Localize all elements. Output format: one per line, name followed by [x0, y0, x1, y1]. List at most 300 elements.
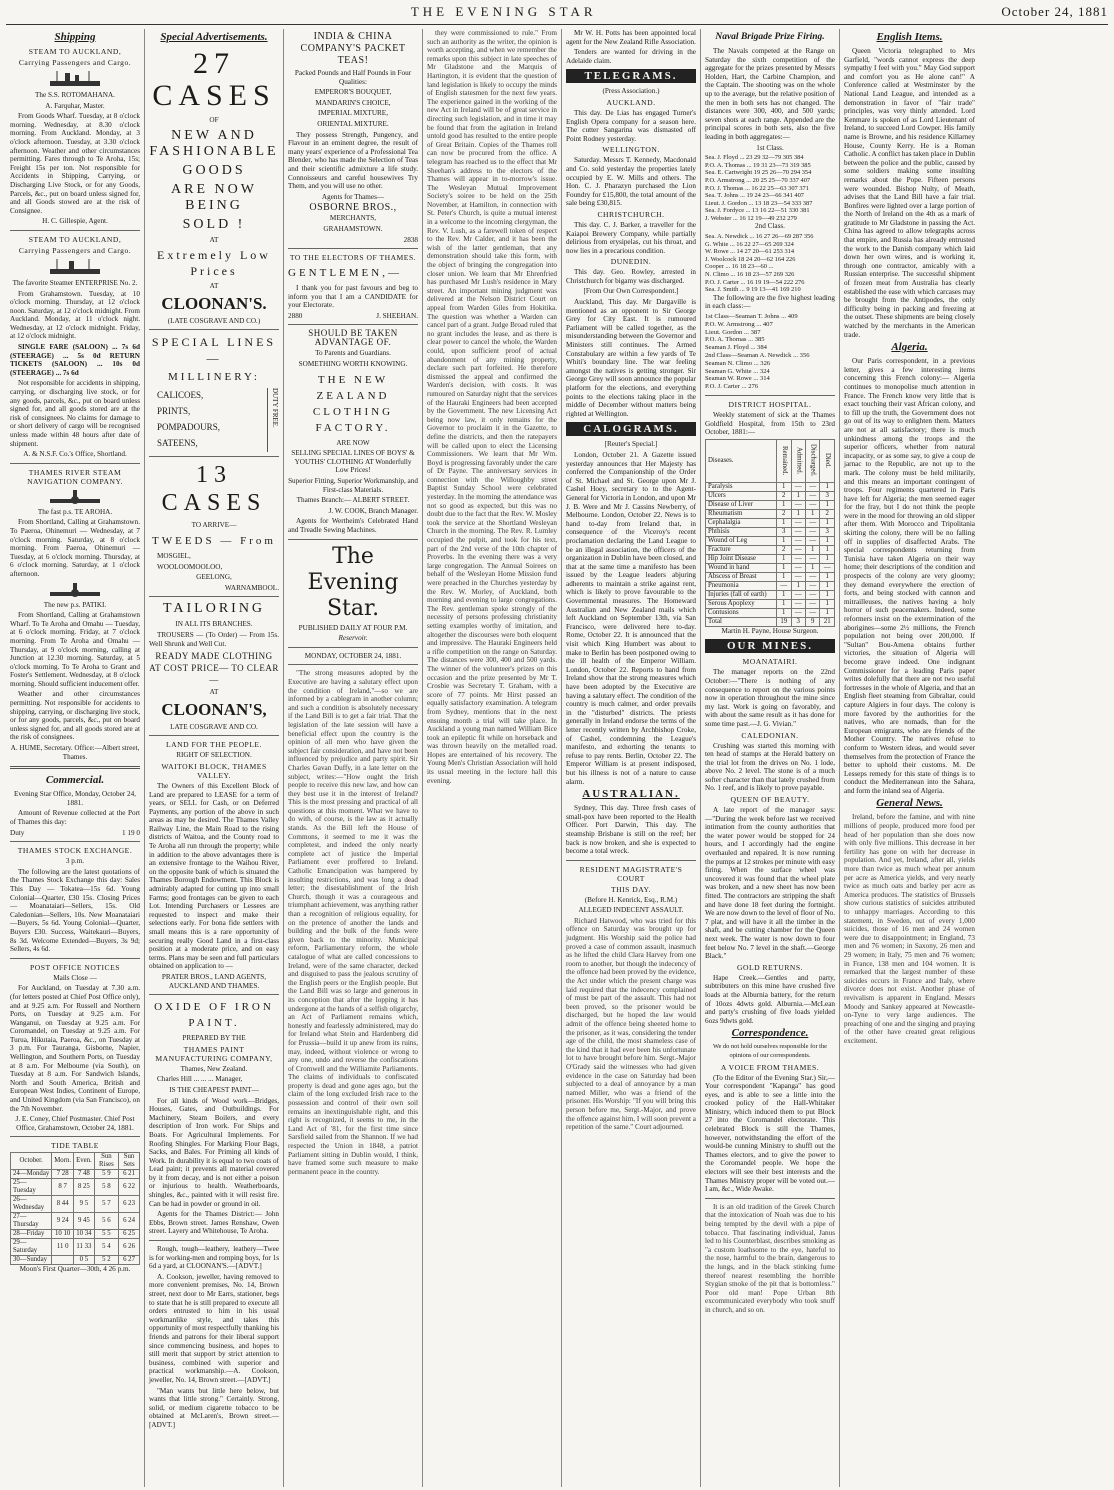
hospital-cell: 1 [820, 581, 835, 590]
ad-oxide-place: Thames, New Zealand. [180, 1064, 248, 1073]
divider [566, 860, 696, 861]
hospital-cell: 3 [777, 527, 791, 536]
hospital-cell: 1 [820, 536, 835, 545]
heading-auckland: AUCKLAND. [606, 97, 656, 107]
score-line: Sea. A. Newdick ... 16 27 26—69 287 356 [705, 233, 814, 241]
hospital-cell: — [805, 599, 819, 608]
hospital-cell: 2 [820, 509, 835, 518]
mine-text: Crushing was started this morning with ten head of stamps at the Herald battery on the trial lot from the drives on No. 1 lode, above No. 2 level. The stone is of a much softer character than that lately crushed from No. 1 reef, and is likely to prove payable. [705, 741, 835, 793]
hospital-cell: Wound in hand [706, 563, 777, 572]
leader-line: P.O. A. Thomas ... 385 [705, 336, 765, 344]
hospital-header-cell: Admitted. [791, 439, 805, 482]
tide-cell: 27—Thursday [11, 1213, 52, 1230]
shipping-ad2-note: Not responsible for accidents in shipping, carrying, or discharging live stock, or for any goods, parcels, &c., put on board unless signed for, and all goods stored are at the risk of consignees. No claims for damage to or short delivery of cargo will be recognised unless made within 48 hours after date of shipment. [10, 379, 140, 448]
ad-land-sign: PRATER BROS., LAND AGENTS, AUCKLAND AND THAMES. [161, 972, 267, 990]
court-alleged: ALLEGED INDECENT ASSAULT. [578, 906, 684, 915]
ad-line-item: POMPADOURS, [157, 422, 220, 433]
text-cables: London, October 21. A Gazette issued yesterday announces that Her Majesty has conferred the Companionship of the Order of St. Michael and St. George upon Mr J. Cashel Hoey, secretary to to the Agent-General for Victoria in London, and upon Mr J. B. Were and Mr J. Cassins Newberry, of Melbourne. London, October 22. News is to hand to-day from Ireland that, in consequence of the Viceroy's recent proclamation declaring the Land League to be an illegal association, the officers of the organization in Dublin have been closed, and that at the same time a manifesto has been issued by the League leaders abjuring adherents to maintain a strike against rent, which is likely to prove favourable to the Governmental measures. The Homeward Australian and New Zealand mails which left Auckland on September 13th, via San Francisco, were delivered here to-day. Rome, October 22. It is announced that the visit which King Humbert was about to make to Berlin has been postponed owing to the ill health of the Emperor William. London, October 22. Reports to hand from Ireland show that the strong measures which have been adopted by the Executive are having a salutary effect. The condition of the country is much calmer, and order prevails in the "disturbed" districts. The priests generally in Ireland endorse the terms of the letter recently written by Archbishop Croke, of Cashel, condemning the League's manifesto, and exhorting the tenants to refuse to pay rents. Berlin, October 22. The Emperor William is at present indisposed, but his illness is not of a nature to cause alarm. [566, 450, 696, 786]
our-mines-banner: OUR MINES. [705, 639, 835, 653]
shipping-ad1-title: STEAM TO AUCKLAND, [28, 47, 122, 56]
hospital-cell: — [791, 554, 805, 563]
steamship-icon [45, 257, 105, 277]
divider [10, 766, 140, 769]
leader-line: 1st Class—Seaman T. Johns ... 409 [705, 313, 798, 320]
ad-electors-text: I thank you for past favours and beg to inform you that I am a CANDIDATE for your Electorate. [288, 284, 418, 310]
hospital-cell: 21 [820, 617, 835, 626]
hospital-row [706, 572, 835, 581]
tide-header-cell: Even. [74, 1153, 95, 1170]
ad-electors-title: TO THE ELECTORS OF THAMES. [289, 253, 417, 263]
steamship-icon [45, 69, 105, 89]
hospital-row [706, 590, 835, 599]
hospital-cell: 19 [777, 617, 791, 626]
commercial-text: Amount of Revenue collected at the Port of Thames this day: [10, 809, 140, 826]
ad-duty-free: DUTY FREE. [267, 388, 279, 452]
tide-row [11, 1256, 140, 1265]
duty-row [10, 829, 140, 838]
hospital-row [706, 491, 835, 500]
hospital-cell: Injuries (fall of earth) [706, 590, 777, 599]
score-line: Cooper ... 16 18 23—60 ... [705, 263, 774, 271]
ad-clothing-branch: Thames Branch:— ALBERT STREET. [296, 496, 410, 505]
tide-row [11, 1170, 140, 1179]
hospital-cell: — [791, 500, 805, 509]
naval-class1: 1st Class. [756, 143, 784, 152]
naval-heading: Naval Brigade Prize Firing. [715, 32, 825, 42]
tide-header-cell: Sun Rises [94, 1153, 118, 1170]
tide-cell: 10 34 [74, 1230, 95, 1239]
divider [149, 735, 279, 736]
post-text: For Auckland, on Tuesday at 7.30 a.m. (for letters posted at Chief Post Office only), and at 9.25 a.m. For Russell and Northern Ports, on Tuesday at 9.25 a.m. For Wanganui, on Tuesday at 9.25 a.m. For Coromandel, on Tuesday at 9.25 a.m. For Turua, Hikutaia, Paeroa, &c., on Tuesday at 3 p.m. For Tauranga, Gisborne, Napier, Wellington, and Southern Ports, on Tuesday at 8 a.m. For Melbourne (via South), on Tuesday at 8 a.m. For Sandwich Islands, North and South America, British and European West Indies, Continent of Europe, and United Kingdom (via San Francisco), on the 7th November. [10, 984, 140, 1113]
ad-land-title: LAND FOR THE PEOPLE. [166, 740, 262, 750]
ad-clothing-title: SHOULD BE TAKEN ADVANTAGE OF. [308, 328, 398, 348]
tide-cell: 5 7 [94, 1196, 118, 1213]
score-line: J. Webster ... 16 12 19—49 232 279 [705, 214, 797, 222]
score-line: Sea. E. Cartwright 19 25 26—70 294 354 [705, 169, 812, 177]
greek-text: It is an old tradition of the Greek Church that the intoxication of Noah was due to his being tempted by the devil with a pipe of tobacco. That fascinating individual, Janus led to his Counterblast, describes smoking as "a custom loathsome to the eye, hateful to the nose, harmful to the brain, dangerous to the lungs, and in the black stinking fume thereof nearest resembling the horrible Stygian smoke of the pit that is bottomless." Poor old man! Pope Urban 8th excommunicated everybody who took snuff in church, and so on. [705, 1202, 835, 1314]
hospital-cell: Ulcers [706, 491, 777, 500]
telegrams-banner: TELEGRAMS. [566, 69, 696, 83]
english-items-heading: English Items. [876, 31, 943, 43]
hospital-cell: 1 [820, 572, 835, 581]
tide-cell: 26—Wednesday [11, 1196, 52, 1213]
divider [10, 230, 140, 231]
divider [149, 1240, 279, 1241]
ad-of: OF [209, 116, 219, 124]
hospital-cell: 1 [777, 554, 791, 563]
hospital-cell: — [805, 590, 819, 599]
score-line: N. Climo ... 16 18 23—57 269 326 [705, 271, 795, 279]
hospital-cell: 9 [805, 617, 819, 626]
tide-cell: 11 33 [74, 1239, 95, 1256]
score-line: Sea. J. Smith ... 9 19 13—41 169 210 [705, 286, 801, 294]
score-line: Lieut. J. Gordon ... 13 18 23—54 333 387 [705, 199, 813, 207]
divider [149, 596, 279, 597]
shipping-ad2-title: STEAM TO AUCKLAND, [28, 234, 122, 244]
tide-header-cell: Morn. [52, 1153, 74, 1170]
ad-clothing-sub: To Parents and Guardians. [315, 349, 391, 358]
naval-leading-text: The following are the five highest leading in each class:— [705, 293, 835, 311]
ad-tea-brand: ORIENTAL MIXTURE. [317, 119, 389, 128]
ad-tea-name: OSBORNE BROS., [309, 202, 397, 214]
mine-text: The manager reports on the 22nd October:—"There is nothing of any consequence to report on the various points now in operation throughout the mine since my last. Work is going on favorably, and with about the same result as it has done for some time past.—J. G. Vivian." [705, 668, 835, 728]
notice-potts: Mr W. H. Potts has been appointed local agent for the New Zealand Rifle Association. [566, 29, 696, 46]
hospital-cell: 3 [791, 617, 805, 626]
hospital-cell: Rheumatism [706, 509, 777, 518]
general-news-heading: General News. [876, 797, 943, 810]
hospital-cell: Wound of Leg [706, 536, 777, 545]
leader-line: P.O. J. Carter ... 276 [705, 383, 759, 391]
tide-cell: 6 21 [119, 1170, 140, 1179]
divider [705, 395, 835, 396]
tide-row [11, 1196, 140, 1213]
general-news-text: Ireland, before the famine, and with nine millions of people, produced more food per head of her population than she does now with only five millions. This decrease in her fertility has gone on with her decrease in population. And yet, Ireland, after all, yields more than twice as much wheat per annum per acre as America yields, and very nearly twice as much oats and barley per acre as America produces. The statistics of Brussels show curious statistics of suicides attributed to unhappy marriages. According to this statement, in Sweden, out of every 1,000 suicides, those of 16 men and 24 women were due to disappointment; in England, 73 men and 76 women; in Saxony, 26 men and 29 women; in Italy, 75 men and 76 women; in France, 138 men and 104 women. It is remarked that the largest number of these suicides occurs in France and Italy, where divorce does not exist. Another phase of revivalism is apparent in England. Messrs Moody and Sankey appeared at Newcastle-on-Tyne to very large audiences. The preaching of one and the singing and praying of the other have created great religious excitement. [844, 813, 975, 1045]
leader-line: Seaman N. Climo ... 326 [705, 359, 771, 367]
ad-oxide-cheap: IS THE CHEAPEST PAINT— [169, 1085, 259, 1094]
tide-cell: 9 45 [74, 1213, 95, 1230]
hospital-cell: Paralysis [706, 482, 777, 491]
divider [149, 329, 279, 330]
hospital-row [706, 518, 835, 527]
ad-clothing-now: ARE NOW [336, 438, 370, 447]
hospital-header-row [706, 439, 835, 482]
masthead-date: October 24, 1881 [1001, 4, 1108, 19]
hospital-cell: 1 [820, 599, 835, 608]
hospital-cell: Pneumonia [706, 581, 777, 590]
tide-cell: 6 24 [119, 1213, 140, 1230]
tide-body [11, 1170, 140, 1265]
score-line: P.O. Armstrong ... 20 25 25—70 337 407 [705, 176, 811, 184]
ad-clothing-sign: J. W. COOK, Branch Manager. [328, 506, 418, 515]
naval-scores-2 [705, 233, 835, 294]
ad-goods: GOODS [182, 162, 246, 178]
ad-late: (LATE COSGRAVE AND CO.) [167, 316, 261, 325]
hospital-cell: — [791, 518, 805, 527]
shipping-ad4-ship: The new p.s. PATIKI. [43, 600, 107, 609]
algeria-text: Our Paris correspondent, in a previous letter, gives a few interesting items concerning this French colony:— Algeria continues to monopolise much attention in France. The French know very little that is exact touching their vast African colony, and to fill up the truth, the Government does not go out of its way to enlighten them. Matters are not at all satisfactory; there is much unkindness among the troops and the superior officers, whether from natural incapacity, or as some say, to give a coup de jarnac to the Republic, are not up to the mark. The colony must be held militarily, and this means an important contingent of troops. Four regiments quartered in Paris have left for Algeria; the men seemed eager for the fray, but I do not think the people were in the mood for throwing an old slipper after them. With Morocco and Tripolitania skirting the colony, there will be no falling off in supplies of disaffected Arabs. The special correspondents returning from Tunisia have taken Algeria on their way home; their descriptions of the condition and prospects of the colony are very gloomy; they demand everywhere the erection of forts, and being stocked with cannon and mitrailleuses, the natives having a holy horror of such peacemakers. Indeed, some reformers insist on the extermination of the aborigines—some 2½ millions, the French population not being over 200,000. If "Sultan" Bou-Amena obtains further victories, the situation of Algeria will become grave indeed. One indignant Commissioner for a leading Paris paper writes dolefully that there are not two useful fortresses in the whole of Algeria, and that an English fleet steaming from Gibraltar, could capture Algiers in four days. The colony is more favored by the authorities for the natives, who are nomads, than for the European emigrants, who are friends of the Mother Country. The natives refuse to conform to Western ideas, and would sever themselves from the protection of France the better to uphold their customs. M. De Lesseps remedy for this state of things is to conduct the Mediterranean into the Sahara, and form the inland sea of Algeria. [844, 357, 975, 795]
hospital-cell: — [791, 572, 805, 581]
ad-electors-greet: GENTLEMEN,— [288, 267, 402, 280]
algeria-heading: Algeria. [891, 341, 928, 354]
duty-value: 1 19 0 [122, 828, 140, 837]
ad-tailoring-sub: IN ALL ITS BRANCHES. [175, 620, 253, 629]
ad-clothing-extra: Superior Fitting, Superior Workmanship, and First-class Materials. [288, 477, 418, 494]
hospital-cell: — [805, 491, 819, 500]
ad-waitoki: WAITOKI BLOCK, THAMES VALLEY. [161, 761, 267, 780]
ad-lines-items [149, 388, 267, 452]
ad-now-being: ARE NOW BEING [171, 181, 257, 213]
tide-cell: 9 24 [52, 1213, 74, 1230]
ad-at: AT [209, 235, 219, 244]
hospital-title: DISTRICT HOSPITAL. [728, 399, 812, 409]
score-line: P.O. A. Thomas ... 19 31 23—73 319 385 [705, 161, 811, 169]
divider [288, 539, 418, 540]
hospital-cell: 1 [820, 545, 835, 554]
ad-tea-brand: MANDARIN'S CHOICE, [315, 98, 391, 107]
ad-line-item: PRINTS, [157, 406, 191, 417]
tide-title: TIDE TABLE [51, 1141, 99, 1151]
ad-oxide-sub: PREPARED BY THE [182, 1034, 246, 1043]
tide-cell: 8 7 [52, 1179, 74, 1196]
heading-wellington: WELLINGTON. [602, 145, 660, 155]
hospital-cell: — [791, 563, 805, 572]
hospital-cell: 2 [777, 509, 791, 518]
hospital-cell: 1 [791, 491, 805, 500]
text-christchurch: This day. C. J. Barker, a traveller for the Kaiapoi Brewery Company, while partially delirious from erysipelas, cut his throat, and now lies in a precarious condition. [566, 220, 696, 255]
ad-electors-num: 2880 [288, 311, 303, 320]
hospital-cell: 1 [820, 590, 835, 599]
ad-oxide-title: OXIDE OF IRON PAINT. [154, 1001, 274, 1030]
leader-line: Lieut. Gordon ... 387 [705, 328, 761, 336]
shipping-ad1-master: A. Farquhar, Master. [45, 101, 105, 110]
hospital-cell: 1 [820, 500, 835, 509]
notice-tenders: Tenders are wanted for driving in the Adelaide claim. [566, 48, 696, 65]
column-special-ads [145, 29, 284, 1487]
tide-header-cell: October. [11, 1153, 52, 1170]
hospital-cell: — [805, 554, 819, 563]
hospital-cell: — [805, 482, 819, 491]
shipping-ad4-note: Weather and other circumstances permitting. Not responsible for accidents to shipping, carrying, or discharging live stock, or for any goods, parcels, &c., put on board unless signed for, and all goods stored are at the risk of consignees. [10, 690, 140, 742]
hospital-cell: 1 [777, 608, 791, 617]
tide-cell: 5 2 [94, 1256, 118, 1265]
hospital-cell: 1 [777, 500, 791, 509]
divider [10, 958, 140, 959]
ad-oxide-manager: Charles Hill ... ... ... Manager, [157, 1075, 243, 1084]
shipping-ad2-sign: A. & N.S.F. Co.'s Office, Shortland. [23, 450, 127, 459]
mine-heading: GOLD RETURNS. [737, 962, 803, 972]
mine-text: A late report of the manager says:—"During the week before last we received intimation from the county authorities that the water power would be stopped for 24 hours, and I accordingly had the engine overhauled and repaired. It is now running the pumps at 12 strokes per minute with easy firing. When the surface wheel was uncovered it was found that the wheel plate was broken, and a new sheet has now been fitted. The contractors are stripping the shaft and have done 18 feet during the fortnight. We are now down to the level of floor of No. 7 plat, and will have it all the timber in the shaft, and be cutting chamber for the Queen next week. The water is now down to four feet below No. 7 level in the shaft.—George Black." [705, 806, 835, 961]
exchange-text: The following are the latest quotations of the Thames Stock Exchange this day: Sales This Day — Tokatea—15s 6d. Young Colonial—Quarter, £30 15s. Closing Prices — Moanataiari—Sellers, 15s. Old Caledonian—Sellers, 10s. New Moanataiari—Buyers, 5s 6d. Young Colonial—Quarter, Buyers £30. Success, Waitekauri—Buyers, 8s 3d. Welcome Extended—Buyers, 3s 9d; Sellers, 4s 6d. [10, 867, 140, 954]
tide-cell: 8 44 [52, 1196, 74, 1213]
hospital-cell: — [805, 500, 819, 509]
naval-leaders [705, 313, 835, 391]
hospital-cell: 3 [820, 527, 835, 536]
tide-cell: 24—Monday [11, 1170, 52, 1179]
ad-place: WOOLOOMOOLOO, [157, 562, 223, 571]
tide-table [10, 1152, 140, 1265]
hospital-cell: 1 [777, 536, 791, 545]
court-title: RESIDENT MAGISTRATE'S COURT [579, 864, 683, 883]
australian-banner: AUSTRALIAN. [582, 788, 680, 801]
hospital-row [706, 527, 835, 536]
tide-row [11, 1239, 140, 1256]
shipping-ad1-text: From Goods Wharf. Tuesday, at 8 o'clock morning. Wednesday, at 8.30 o'clock morning. From Auckland. Monday, at 3 o'clock afternoon. Tuesday, at 3.30 o'clock afternoon. Weather and other circumstances permitting. Fares through to Te Aroha, 15s; Freight 15s per ton. Not responsible for Accidents in Shipping, Carrying, or Discharging Live Stock, or for any Goods, Parcels, &c., put on board unless signed for, and all Goods stowed are at the risk of Consignee. [10, 112, 140, 215]
ad-at: AT [209, 282, 219, 291]
own-correspondent: [From Our Own Correspondent.] [583, 287, 679, 296]
ad-tailoring: TAILORING [162, 601, 266, 617]
hospital-cell: — [791, 536, 805, 545]
naval-text: The Navals competed at the Range on Saturday the sixth competition of the aggregate for the prizes presented by Messrs Holden, Hart, the Carbine Champion, and the Captain. The shooting was on the whole up to the average, but the relative position of the men in both sets has not changed. The distances were 300, 400, and 500 yards; seven shots at each range. Appended are the principal scores in both sets, also the five leading in both aggregates:— [705, 47, 835, 141]
tide-cell: 0 5 [74, 1256, 95, 1265]
hospital-row [706, 599, 835, 608]
column-shipping [6, 29, 145, 1487]
hospital-cell: 1 [777, 482, 791, 491]
score-line: Sea. J. Fordyce ... 13 16 22—51 330 381 [705, 207, 810, 215]
text-wellington: Saturday. Messrs T. Kennedy, Macdonald and Co. sold yesterday the properties lately occupied by E. W. Mills and others. The Hon. C. J. Pharazyn purchased the Lion Foundry for £15,800, the total amount of the sale being £30,815. [566, 156, 696, 208]
hospital-cell: 1 [805, 545, 819, 554]
ad-ready-made: READY MADE CLOTHING AT COST PRICE— TO CLEAR— [149, 651, 279, 686]
paddle-steamer-icon [45, 488, 105, 506]
hospital-cell: 1 [791, 509, 805, 518]
hospital-cell: 1 [777, 590, 791, 599]
special-ads-heading: Special Advertisements. [160, 31, 268, 43]
hospital-cell: 1 [820, 554, 835, 563]
hospital-row [706, 617, 835, 626]
ad-special-lines: SPECIAL LINES— [151, 335, 277, 366]
hospital-cell: — [791, 599, 805, 608]
ad-electors-sign: J. SHEEHAN. [376, 311, 418, 320]
commercial-sub: Evening Star Office, Monday, October 24, 1881. [14, 790, 136, 807]
masthead [6, 4, 1108, 25]
text-australian: Sydney, This day. Three fresh cases of small-pox have been reported to the Health Officer. Port Darwin, This day. The steamship Brisbane is still on the reef; her back is now broken, and she is expected to become a total wreck. [566, 804, 696, 856]
ad-oxide-text: For all kinds of Wood work—Bridges, Houses, Gates, and Outbuildings. For Machinery, Steam Boilers, and every description of Iron work. For Ships and Boats. For Agricultural Implements. For Roofing Shingles. For Marking Flour Bags, Sacks, and Bales. For Priming all kinds of Work. In durability it is equal to two coats of Lead paint; it prevents all material covered by it from decay, and is not either a poison or injurious to health. Weatherboards, shingles, &c., painted with it will resist fire. Can be had in powder or ground in oil. [149, 1096, 279, 1208]
shipping-ad1-ship: The S.S. ROTOMAHANA. [35, 91, 115, 99]
masthead-title: THE EVENING STAR [410, 4, 597, 19]
tide-cell [52, 1256, 74, 1265]
hospital-cell: — [791, 527, 805, 536]
heading-christchurch: CHRISTCHURCH. [597, 209, 665, 219]
paddle-steamer-icon [45, 581, 105, 599]
hospital-cell: — [820, 563, 835, 572]
hospital-cell: Total [706, 617, 777, 626]
column-navals-mines [701, 29, 840, 1487]
hospital-cell: 2 [777, 545, 791, 554]
ad-tea-role: MERCHANTS, [329, 214, 377, 223]
score-line: P.O. J. Carter ... 16 19 19—54 222 276 [705, 278, 805, 286]
hospital-cell: — [805, 581, 819, 590]
shipping-ad3-title: THAMES RIVER STEAM NAVIGATION COMPANY. [27, 467, 123, 486]
text-auckland: This day. De Lias has engaged Turner's English Opera company for a season here. The cutter Sangarina was dismasted off Point Rodney yesterday. [566, 108, 696, 143]
calograms-banner: CALOGRAMS. [566, 422, 696, 436]
tide-note: Moon's First Quarter—30th, 4 26 p.m. [19, 1265, 131, 1274]
divider [288, 248, 418, 249]
tide-cell: 8 25 [74, 1179, 95, 1196]
tide-cell: 7 28 [52, 1170, 74, 1179]
ad-clothing-agents: Agents for Wertheim's Celebrated Hand and Treadle Sewing Machines. [288, 517, 418, 534]
shipping-ad1-sign: H. C. Gillespie, Agent. [42, 217, 108, 226]
hospital-cell: 1 [791, 581, 805, 590]
tide-cell: 10 10 [52, 1230, 74, 1239]
ad-oxide-company: THAMES PAINT MANUFACTURING COMPANY, [155, 1044, 273, 1063]
ad-place: WARNAMBOOL. [224, 583, 279, 592]
ad-27-cases: 27 CASES [152, 47, 276, 112]
divider [149, 994, 279, 995]
exchange-sub: 3 p.m. [65, 857, 85, 866]
hospital-header-cell: Died. [820, 439, 835, 482]
mine-text: Hape Creek.—Gentles and party, subtributers on this mine have crushed five loads at the Alburnia battery, for the return of 10ozs 4dwts gold. Alburnia.—McLean and party's crushing of five loads yielded 6ozs 9dwts gold. [705, 973, 835, 1025]
ad-late-2: LATE COSGRAVE AND CO. [170, 722, 258, 731]
ad-cloonans: CLOONAN'S. [161, 293, 267, 313]
divider [10, 841, 140, 842]
hospital-cell: — [791, 482, 805, 491]
english-items-text: Queen Victoria telegraphed to Mrs Garfield, "words cannot express the deep sympathy I feel with you." May God support and comfort you as He alone can!" A Conference called at Westminster by the National Land League, and intended as a demonstration in favor of "fair trade" principles, was very thinly attended. Lord Kenmare is spoken of as Lord Lieutenant of Ireland, to succeed Lord Cowper. His family name is Browne, and his residence Killarney House, County Kerry. He is a Roman Catholic. A conflict has taken place in Dublin between the police and the public, caused by some soldiers making some insulting remarks about the Pope. Fifteen persons were wounded. Bishop Nulty, of Meath, advises that the Land Bill have a fair trial. Bonfires were lighted over a large portion of the North of Ireland on the 4th as a mark of gratitude to Mr Gladstone in passing the Act. China has agreed to allow telegraphs across that empire, and Russia has already entrusted the work to the Danish company which laid down her own wires, and is working it, through one contractor, amicably with a Russian enterprise. The successful shipment of frozen meat from Australia has clearly established the ease with which carcases may be brought from the Antipodes, the only difficulty being in packing and freezing at the outset. These shipments are being closely watched by the merchants in the American trade. [844, 47, 975, 339]
leader-line: 2nd Class—Seaman A. Newdick ... 356 [705, 351, 810, 359]
tide-cell: 5 9 [94, 1170, 118, 1179]
ad-sold: SOLD ! [182, 216, 246, 232]
paper-rec: Reservoir. [338, 634, 368, 643]
ad-twee: Rough, tough—leathery, leathery—Twee is for working-men and romping boys, for 1s 6d a yard, at CLOONAN'S.—[ADVT.] [149, 1245, 279, 1271]
press-association: (Press Association.) [602, 87, 660, 96]
shipping-fares: SINGLE FARE (SALOON) ... 7s 6d (STEERAGE) ... 5s 0d RETURN TICKETS (SALOON) ... 10s 0d (STEERAGE) ... 7s 6d [10, 343, 140, 377]
tide-cell: 6 25 [119, 1230, 140, 1239]
hospital-cell: — [805, 527, 819, 536]
hospital-row [706, 563, 835, 572]
mine-heading: CALEDONIAN. [741, 730, 799, 740]
local-news-text: they were commissioned to rule." From such an authority as the writer, the opinion is worth accepting, and when we remember the remarks upon this subject in late speeches of Mr Gladstone and the Marquis of Hartington, it is evident that the question of land legislation is likely to occupy the minds of English statesmen for the next few years. The experience gained in the working of the new Act in Ireland will be of great service in directing such legislation, and in time it may be found that from the agitation in Ireland untold good has resulted to the entire people of Great Britain. Copies of the Thames roll can now be procured from the office. A telegram has reached us to the effect that Mr Sheehan's address to the electors of the Thames will appear in to-morrow's issue. The Wesleyan Mutual Improvement Society's soiree to be held on the 25th November, at Hamilton, in connection with St. Peter's Church, is quite a mutual interest in a welcome to the incoming clergyman, the Rev. V. Lush, as a farewell token of respect to the Rev. Mr Calder, and it has been the wish of the latter gentleman, that any demonstration should take this form, with the object of bringing the congregation into closer union. We learn that Mr Ehrenfried has purchased Mr Lush's residence in Mary street. An important mining judgment was delivered at the Nelson District Court on appeal from Warden Giles from Hokitika. The question was whether a Warden can cancel part of a grant. Judge Broad ruled that no grant includes the lease, and as there is clear power to cancel the whole, the Warden could, upon sufficient proof of actual abandonment of any mining property, declare such part forfeited. He therefore dismissed the appeal and confirmed the Warden's decision, with costs. It was rumoured on Saturday night that the services of the Hauraki Engineers had been accepted by the Government. The new Licensing Act being now law, it only remains for the Governor to proclaim it in the Gazette, to define the districts, and then the ratepayers will be called upon to elect the Licensing Commissioners. We learn that Mr Wm. Boyd is progressing favorably under the care of Dr Payne. The anniversary services in connection with the Willoughby street Baptist Sunday School were celebrated yesterday. In the morning the attendance was not so good as expected, but this was no doubt due to the fact that the Rev. W. Mosley took the service at the Shortland Wesleyan Church in the morning. The Rev. R. Lumley occupied the pulpit, and took for his text, part of the 2nd verse of the 10th chapter of Proverbs. In the evening there was a very large congregation. The Annual Soirees on behalf of the Wesleyan Home Mission fund were preached in the Churches yesterday by the Rev. W. Morley, of Auckland, both morning and evening to large congregations. The Rev. gentleman spoke strongly of the necessity of persons professing christianity setting examples worthy of imitation, and altogether the discourses were both eloquent and impressive. The Hauraki Engineers held a rifle competition on the range on Saturday. The distances were 300, 400 and 500 yards. The winner of the volunteer's prizes on this occasion and the prize presented by Mr T. Crosbie was Secretary T. Graham, with a score of 77 points. Mr Hirst passed an equally satisfactory examination. A telegram from Sydney, mentions that in the next ensuing month a trial will take place. In Auckland a young man named William Bice took an epileptic fit while on horseback and was thrown heavily on the metalled road. Hopes are entertained of his recovery. The Young Men's Christian Association will hold its usual meeting in the lecture hall this evening. [427, 29, 557, 785]
paper-date: MONDAY, OCTOBER 24, 1881. [304, 651, 402, 660]
ad-land-sub: RIGHT OF SELECTION. [176, 751, 252, 760]
mine-heading: QUEEN OF BEAUTY. [730, 795, 810, 805]
shipping-ad1-sub: Carrying Passengers and Cargo. [18, 58, 132, 67]
ad-clothing-some: SOMETHING WORTH KNOWING. [298, 360, 408, 369]
hospital-header-cell: Remained. [777, 439, 791, 482]
divider [288, 324, 418, 325]
ad-land-text: The Owners of this Excellent Block of Land are prepared to LEASE for a term of years, or SELL for Cash, or on Deferred Payments, any portion of the above in such areas as may be desired. The Thames Valley Railway Line, the Main Road to the rising districts of Waitoa, and the County road to Te Aroha all run through the property; while in addition to the above advantages there is an extensive frontage to the Waihou River, on the opposite bank of which is situated the Thames Borough Endowment. This Block is admirably adapted for cutting up into small Farms; good frontages can be given to each Lot. Intending Purchasers or Lessees are requested to inspect and make their selections early. For bona fide settlers with small means this is a rare opportunity of securing really Good Land in a first-class position at a moderate price, and on easy terms. Plans may be seen and full particulars obtained on application to — [149, 781, 279, 971]
ad-tobacco: "Man wants but little here below, but wants that little strong." Certainly. Strong, solid, or medium cigarette tobacco to be obtained at McLaren's, Brown street.—[ADVT.] [149, 1386, 279, 1429]
hospital-cell: Contusions [706, 608, 777, 617]
hospital-cell: — [777, 581, 791, 590]
divider [288, 647, 418, 648]
hospital-cell: 1 [777, 572, 791, 581]
tide-header-row [11, 1153, 140, 1170]
divider [288, 664, 418, 665]
commercial-heading: Commercial. [45, 774, 105, 787]
hospital-cell: — [805, 572, 819, 581]
column-english-items [840, 29, 979, 1487]
voice-heading: A VOICE FROM THAMES. [720, 1062, 820, 1072]
ad-trousers: TROUSERS — (To Order) — From 15s. Well Shrunk and Well Cut. [149, 630, 279, 648]
hospital-cell: 1 [820, 518, 835, 527]
tide-row [11, 1179, 140, 1196]
paper-sub: PUBLISHED DAILY AT FOUR P.M. [298, 623, 408, 632]
hospital-cell: — [791, 608, 805, 617]
ad-tweeds: TWEEDS — From [152, 534, 276, 547]
tide-cell: 30—Sunday [11, 1256, 52, 1265]
naval-class2: 2nd Class. [755, 222, 785, 231]
ad-tea-sub: Packed Pounds and Half Pounds in Four Qualities: [294, 69, 412, 86]
ad-low-prices: Extremely Low Prices [157, 248, 271, 279]
ad-tea-num: 2838 [403, 235, 418, 244]
tide-cell: 25—Tuesday [11, 1179, 52, 1196]
heading-dunedin: DUNEDIN. [610, 257, 652, 267]
ad-tea-title: INDIA & CHINA COMPANY'S PACKET TEAS! [300, 31, 406, 66]
tide-cell: 5 5 [94, 1230, 118, 1239]
leader-line: Seaman W. Rowe ... 314 [705, 375, 770, 383]
hospital-table [705, 439, 835, 627]
column-telegrams [562, 29, 701, 1487]
score-line: P.O. J. Thomas ... 16 22 25—63 307 371 [705, 184, 809, 192]
hospital-cell: — [805, 608, 819, 617]
shipping-ad4-text: From Shortland, Calling at Grahamstown Wharf. To Te Aroha and Omahu — Tuesday, at 6 o'clock morning. Friday, at 7 o'clock morning. From Te Aroha and Omahu — Thursday, at 9 o'clock morning, calling at Junction at 12.30 morning. Saturday, at 5 o'clock morning. To Te Aroha to Grant and Foster's Settlement. Wednesday, at 8 o'clock morning. Should sufficient inducement offer. [10, 611, 140, 688]
ad-tea-town: GRAHAMSTOWN. [323, 224, 383, 233]
shipping-ad3-text: From Shortland, Calling at Grahamstown. To Paeroa, Ohinemuri — Wednesday, at 7 o'clock morning. Saturday, at 8 o'clock morning. From Paeroa, Ohinemuri — Tuesday, at 6 o'clock morning. Thursday, at 6 o'clock morning. Saturday, at 1 o'clock afternoon. [10, 518, 140, 578]
text-dunedin: This day. Geo. Rowley, arrested in Christchurch for bigamy was discharged. [566, 268, 696, 285]
shipping-ad3-ship: The fast p.s. TE AROHA. [37, 507, 113, 516]
leader-line: Seaman J. Floyd ... 384 [705, 344, 767, 352]
hospital-cell: Abscess of Breast [706, 572, 777, 581]
hospital-row [706, 581, 835, 590]
tide-cell: 5 6 [94, 1213, 118, 1230]
tide-cell: 6 22 [119, 1179, 140, 1196]
hospital-cell: 1 [820, 482, 835, 491]
hospital-row [706, 536, 835, 545]
ad-13-cases: 13 CASES [161, 462, 267, 517]
hospital-sign: Martin H. Payne, House Surgeon. [721, 626, 819, 635]
tide-cell: 6 27 [119, 1256, 140, 1265]
ad-to-arrive: TO ARRIVE— [191, 521, 237, 530]
text-own: Auckland, This day. Mr Dargaville is mentioned as an opponent to Sir George Grey for City East. It is rumoured Parliament will be called together, as the misunderstanding between the Governor and Ministers still continues. The Armed Constabulary are within a few yards of Te Whiti's boundary line. The war feeling amongst the natives is getting stronger. Sir George Grey will soon announce the popular platform for the elections, and everything points to the elections taking place in the middle of December without matters being righted at Wellington. [566, 298, 696, 418]
hospital-row [706, 545, 835, 554]
